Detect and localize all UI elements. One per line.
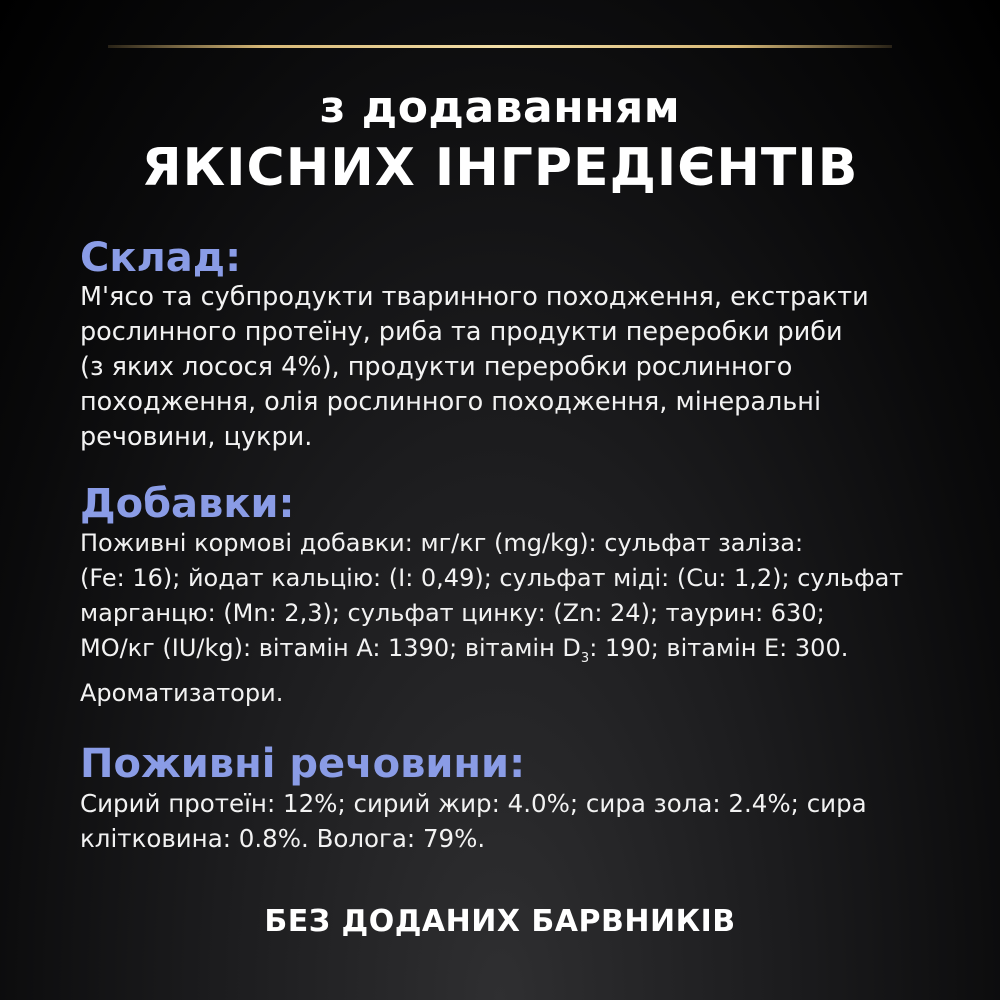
- nutrients-title: Поживні речовини:: [80, 741, 526, 787]
- vitamin-d3-subscript: 3: [580, 651, 590, 666]
- composition-line: рослинного протеїну, риба та продукти переробки риби: [80, 317, 843, 347]
- additives-line: марганцю: (Mn: 2,3); сульфат цинку: (Zn: 24); таурин: 630;: [80, 599, 825, 627]
- additives-line: Поживні кормові добавки: мг/кг (mg/kg): сульфат заліза:: [80, 529, 804, 557]
- additives-line-vitamins: [80, 631, 940, 676]
- vitamins-text: МО/кг (IU/kg): вітамін A: 1390; вітамін D: [80, 634, 581, 662]
- composition-line: М'ясо та субпродукти тваринного походження, екстракти: [80, 282, 869, 312]
- composition-text: [80, 280, 940, 455]
- headline-line2: ЯКІСНИХ ІНГРЕДІЄНТІВ: [141, 138, 859, 198]
- additives-section: [80, 482, 940, 711]
- gold-divider: [108, 45, 892, 48]
- nutrients-line: Сирий протеїн: 12%; сирий жир: 4.0%; сира зола: 2.4%; сира: [80, 789, 867, 818]
- additives-text: [80, 526, 940, 711]
- composition-line: походження, олія рослинного походження, мінеральні: [80, 387, 822, 417]
- additives-title: Добавки:: [80, 481, 295, 527]
- nutrients-text: [80, 786, 940, 856]
- additives-line: Ароматизатори.: [80, 679, 284, 707]
- additives-line: (Fe: 16); йодат кальцію: (I: 0,49); сульфат міді: (Cu: 1,2); сульфат: [80, 564, 904, 592]
- vitamins-text-end: : 190; вітамін E: 300.: [589, 634, 849, 662]
- nutrients-section: [80, 742, 940, 856]
- composition-line: (з яких лосося 4%), продукти переробки рослинного: [80, 352, 793, 382]
- no-dyes-note: БЕЗ ДОДАНИХ БАРВНИКІВ: [264, 904, 736, 939]
- composition-line: речовини, цукри.: [80, 422, 313, 452]
- headline-line1: з додаванням: [319, 82, 681, 133]
- composition-title: Склад:: [80, 235, 242, 281]
- composition-section: [80, 236, 940, 455]
- nutrients-line: клітковина: 0.8%. Волога: 79%.: [80, 824, 486, 853]
